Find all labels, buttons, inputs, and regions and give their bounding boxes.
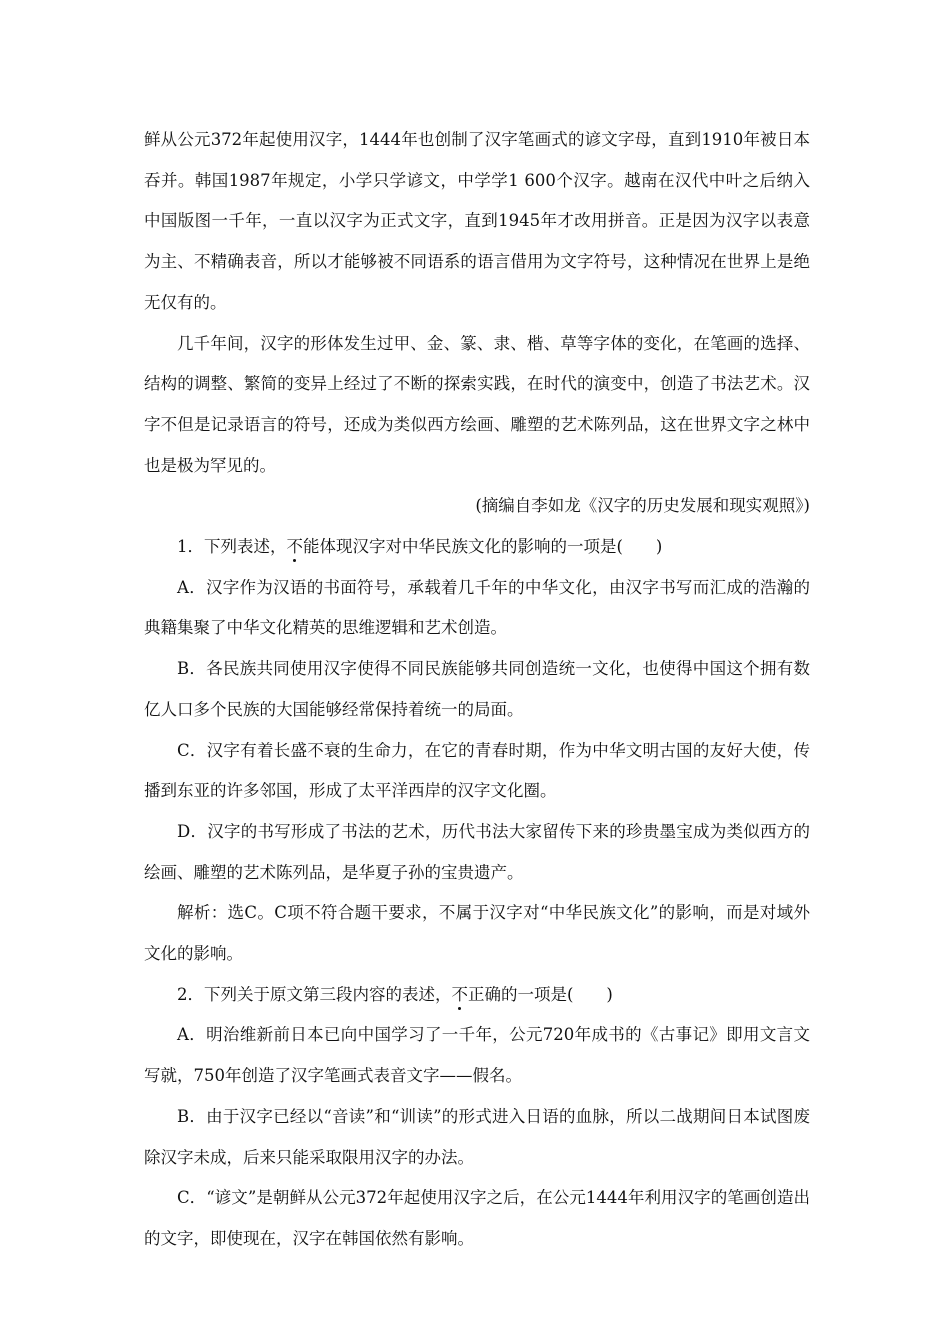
source-citation: (摘编自李如龙《汉字的历史发展和现实观照》) — [475, 496, 810, 516]
question-2-suffix: 正确的一项是( ) — [468, 984, 613, 1004]
question-2-emphasis: 不 — [451, 984, 468, 1004]
paragraph-korea-vietnam: 鲜从公元372年起使用汉字，1444年也创制了汉字笔画式的谚文字母，直到1910年被日本吞并。韩国1987年规定，小学只学谚文，中学学1 600个汉字。越南在汉代中叶之后纳入中国版图一千年，一直以汉字为正式文字，直到1945年才改用拼音。正是因为汉字以表意为主、不精确表音，所以才能够被不同语系的语言借用为文字符号，这种情况在世界上是绝无仅有的。 — [144, 130, 810, 312]
question-1-analysis: 解析：选C。C项不符合题干要求，不属于汉字对“中华民族文化”的影响，而是对域外文化的影响。 — [144, 903, 810, 964]
question-1-stem — [144, 527, 810, 568]
document-page — [144, 120, 810, 1260]
question-2-option-c: C．“谚文”是朝鲜从公元372年起使用汉字之后，在公元1444年利用汉字的笔画创造出的文字，即使现在，汉字在韩国依然有影响。 — [144, 1188, 810, 1248]
question-2-stem — [144, 975, 810, 1016]
question-2-prefix: 2．下列关于原文第三段内容的表述， — [177, 984, 452, 1004]
question-2-option-b: B．由于汉字已经以“音读”和“训读”的形式进入日语的血脉，所以二战期间日本试图废除汉字未成，后来只能采取限用汉字的办法。 — [144, 1106, 810, 1167]
question-2-option-a: A．明治维新前日本已向中国学习了一千年，公元720年成书的《古事记》即用文言文写就，750年创造了汉字笔画式表音文字——假名。 — [144, 1025, 810, 1086]
question-1-option-b: B．各民族共同使用汉字使得不同民族能够共同创造统一文化，也使得中国这个拥有数亿人口多个民族的大国能够经常保持着统一的局面。 — [144, 659, 810, 719]
paragraph-calligraphy: 几千年间，汉字的形体发生过甲、金、篆、隶、楷、草等字体的变化，在笔画的选择、结构的调整、繁简的变异上经过了不断的探索实践，在时代的演变中，创造了书法艺术。汉字不但是记录语言的符号，还成为类似西方绘画、雕塑的艺术陈列品，这在世界文字之林中也是极为罕见的。 — [144, 333, 810, 475]
question-1-suffix: 能体现汉字对中华民族文化的影响的一项是( ) — [303, 537, 663, 557]
question-1-option-d: D．汉字的书写形成了书法的艺术，历代书法大家留传下来的珍贵墨宝成为类似西方的绘画、雕塑的艺术陈列品，是华夏子孙的宝贵遗产。 — [144, 821, 810, 882]
question-1-prefix: 1．下列表述， — [177, 537, 287, 557]
question-1-option-a: A．汉字作为汉语的书面符号，承载着几千年的中华文化，由汉字书写而汇成的浩瀚的典籍集聚了中华文化精英的思维逻辑和艺术创造。 — [144, 577, 810, 638]
question-1-emphasis: 不 — [286, 537, 303, 557]
question-1-option-c: C．汉字有着长盛不衰的生命力，在它的青春时期，作为中华文明古国的友好大使，传播到东亚的许多邻国，形成了太平洋西岸的汉字文化圈。 — [144, 740, 810, 801]
